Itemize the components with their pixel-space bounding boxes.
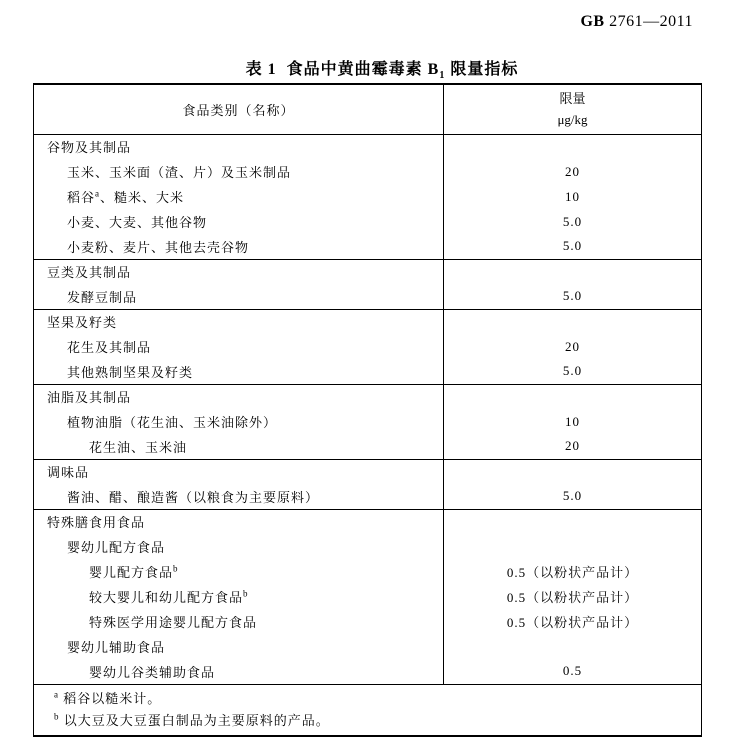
- table-section: [34, 384, 702, 459]
- table-row: [34, 534, 702, 559]
- table-row: [34, 309, 702, 334]
- footnotes-cell: [34, 684, 702, 736]
- limit-value-cell: 5.0: [562, 488, 583, 504]
- column-header-food-category: 食品类别（名称）: [34, 84, 444, 134]
- food-category-cell: 豆类及其制品: [34, 259, 444, 284]
- footnotes-row: [34, 684, 702, 736]
- table-row: [34, 659, 702, 684]
- table-row: [34, 359, 702, 384]
- food-category-cell: 小麦、大麦、其他谷物: [34, 209, 444, 234]
- food-category-cell: 植物油脂（花生油、玉米油除外）: [34, 409, 444, 434]
- table-title: [33, 56, 701, 81]
- table-row: [34, 634, 702, 659]
- food-category-cell: 花生油、玉米油: [34, 434, 444, 459]
- limit-value-cell: 5.0: [562, 238, 583, 254]
- table-row: [34, 509, 702, 534]
- table-row: [34, 384, 702, 409]
- food-category-cell: 酱油、醋、酿造酱（以粮食为主要原料）: [34, 484, 444, 509]
- limit-value-cell: [444, 634, 702, 659]
- food-category-cell: 稻谷$^a$、糙米、大米: [34, 184, 444, 209]
- limit-value-cell: 20: [565, 338, 580, 354]
- food-category-cell: 婴幼儿谷类辅助食品: [34, 659, 444, 684]
- header-row: [34, 84, 702, 134]
- table-row: [34, 409, 702, 434]
- footnote-marker: a: [95, 188, 101, 199]
- food-category-cell: 较大婴儿和幼儿配方食品$^b$: [34, 584, 444, 609]
- table-header: [34, 84, 702, 134]
- table-section: [34, 309, 702, 384]
- food-category-cell: 小麦粉、麦片、其他去壳谷物: [34, 234, 444, 259]
- footnote-marker: b: [54, 711, 60, 722]
- limit-value-cell: [444, 509, 702, 534]
- table-row: [34, 559, 702, 584]
- table-row: [34, 609, 702, 634]
- table-section: [34, 509, 702, 684]
- food-category-cell: 花生及其制品: [34, 334, 444, 359]
- column-header-limit: [444, 84, 702, 134]
- table-section: [34, 459, 702, 509]
- limit-value-cell: 10: [565, 413, 580, 429]
- table-row: [34, 159, 702, 184]
- limit-value-cell: 20: [565, 438, 580, 454]
- footnote-marker: a: [54, 689, 59, 700]
- food-category-cell: 坚果及籽类: [34, 309, 444, 334]
- limit-header-unit: μg/kg: [557, 112, 588, 128]
- doc-code: [580, 13, 693, 31]
- table-footnotes: [34, 684, 702, 736]
- food-category-cell: 其他熟制坚果及籽类: [34, 359, 444, 384]
- table-row: [34, 434, 702, 459]
- food-category-cell: 婴幼儿配方食品: [34, 534, 444, 559]
- limit-value-cell: 5.0: [562, 288, 583, 304]
- table-row: [34, 484, 702, 509]
- food-category-cell: 发酵豆制品: [34, 284, 444, 309]
- table-row: [34, 584, 702, 609]
- food-category-cell: 油脂及其制品: [34, 384, 444, 409]
- limits-table: [33, 83, 702, 737]
- limit-value-cell: 5.0: [562, 363, 583, 379]
- limit-value-cell: [444, 384, 702, 409]
- table-title-subscript: 1: [439, 70, 446, 82]
- footnote: $^b$ 以大豆及大豆蛋白制品为主要原料的产品。: [54, 711, 330, 728]
- doc-code-prefix: GB: [580, 13, 605, 30]
- limit-value-cell: 5.0: [562, 213, 583, 229]
- doc-code-number: 2761—2011: [604, 13, 693, 30]
- limit-header-title: 限量: [559, 91, 586, 107]
- limit-value-cell: 0.5（以粉状产品计）: [506, 590, 639, 605]
- footnote-marker: b: [173, 563, 179, 574]
- food-category-cell: 调味品: [34, 459, 444, 484]
- food-category-cell: 婴儿配方食品$^b$: [34, 559, 444, 584]
- table-row: [34, 259, 702, 284]
- table-row: [34, 284, 702, 309]
- food-category-cell: 谷物及其制品: [34, 134, 444, 159]
- table-row: [34, 459, 702, 484]
- food-category-cell: 婴幼儿辅助食品: [34, 634, 444, 659]
- limit-value-cell: [444, 134, 702, 159]
- food-category-cell: 特殊医学用途婴儿配方食品: [34, 609, 444, 634]
- limit-value-cell: [444, 259, 702, 284]
- table-row: [34, 234, 702, 259]
- table-title-suffix: 限量指标: [445, 61, 519, 78]
- table-row: [34, 184, 702, 209]
- limit-value-cell: [444, 459, 702, 484]
- footnote-marker: b: [243, 588, 249, 599]
- table-title-text: 表 1 食品中黄曲霉毒素 B: [245, 61, 440, 78]
- limit-value-cell: 0.5: [562, 663, 583, 679]
- limit-value-cell: 0.5（以粉状产品计）: [506, 565, 639, 580]
- limit-value-cell: [444, 309, 702, 334]
- table-row: [34, 334, 702, 359]
- table-row: [34, 134, 702, 159]
- food-category-cell: 特殊膳食用食品: [34, 509, 444, 534]
- food-category-cell: 玉米、玉米面（渣、片）及玉米制品: [34, 159, 444, 184]
- limit-value-cell: 10: [565, 188, 580, 204]
- table-section: [34, 259, 702, 309]
- footnote: $^a$ 稻谷以糙米计。: [54, 689, 162, 706]
- limit-value-cell: 0.5（以粉状产品计）: [506, 615, 639, 630]
- limit-value-cell: 20: [565, 163, 580, 179]
- table-row: [34, 209, 702, 234]
- table-section: [34, 134, 702, 259]
- limit-value-cell: [444, 534, 702, 559]
